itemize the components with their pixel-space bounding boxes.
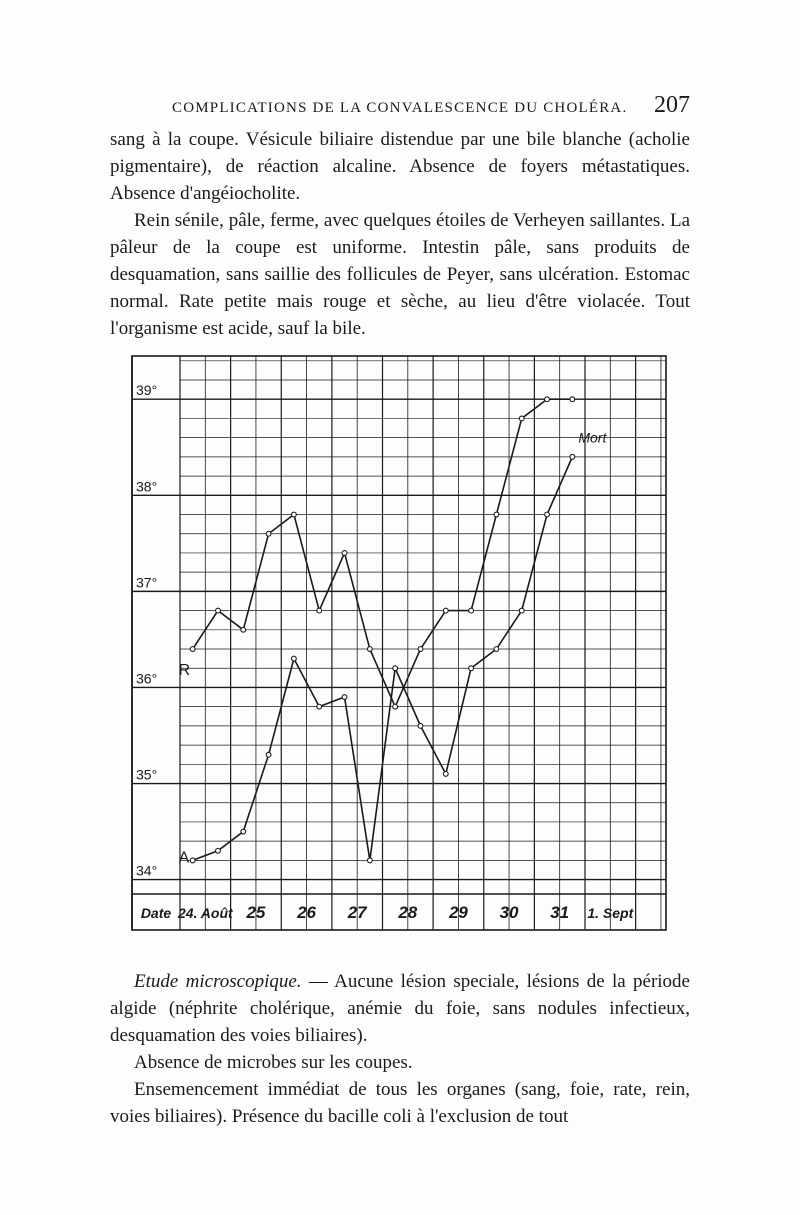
data-point (418, 647, 423, 652)
temperature-chart (0, 340, 800, 980)
data-point (241, 829, 246, 834)
data-point (292, 656, 297, 661)
bottom-text (110, 968, 690, 1130)
data-point (393, 666, 398, 671)
data-point (519, 608, 524, 613)
data-point (469, 608, 474, 613)
data-point (216, 848, 221, 853)
x-tick-label: 25 (246, 903, 266, 922)
y-tick-label: 35° (136, 766, 158, 783)
y-tick-label: 34° (136, 862, 158, 879)
running-head: COMPLICATIONS DE LA CONVALESCENCE DU CHOLÉRA. (172, 100, 628, 116)
x-tick-label: 31 (550, 903, 570, 922)
data-point (545, 512, 550, 517)
data-point (266, 531, 271, 536)
data-point (216, 608, 221, 613)
x-tick-label: 27 (347, 903, 367, 922)
x-axis-label: Date (140, 905, 172, 921)
paragraph-micro (110, 968, 690, 1049)
y-tick-label: 38° (136, 478, 158, 495)
data-point (266, 752, 271, 757)
data-point (545, 397, 550, 402)
y-tick-label: 37° (136, 574, 158, 591)
series-name-label: A (178, 849, 190, 867)
paragraph-ensemencement: Ensemencement immédiat de tous les organes (sang, foie, rate, rein, voies biliaires). Présence du bacille coli à l'exclusion de tout (110, 1079, 690, 1127)
x-tick-label: 1. Sept (587, 905, 634, 921)
data-point (393, 704, 398, 709)
x-tick-label: 29 (448, 903, 468, 922)
data-point (418, 723, 423, 728)
data-point (317, 608, 322, 613)
data-point (190, 647, 195, 652)
data-point (241, 627, 246, 632)
page-number: 207 (654, 92, 690, 118)
x-tick-label: 24. Août (177, 905, 233, 921)
paragraph-continuation: sang à la coupe. Vésicule biliaire distendue par une bile blanche (acholie pigmentaire), de réaction alcaline. Absence de foyers métastatiques. Absence d'angéiocholite. (110, 129, 690, 204)
page-header (110, 92, 690, 122)
mort-label: Mort (578, 429, 607, 446)
top-text (110, 126, 690, 342)
data-point (469, 666, 474, 671)
data-point (494, 512, 499, 517)
y-tick-label: 36° (136, 670, 158, 687)
data-point (367, 647, 372, 652)
data-point (342, 551, 347, 556)
paragraph-absence: Absence de microbes sur les coupes. (134, 1052, 413, 1073)
data-point (443, 772, 448, 777)
x-tick-label: 26 (297, 903, 317, 922)
data-point (292, 512, 297, 517)
data-point (494, 647, 499, 652)
data-point (317, 704, 322, 709)
x-tick-label: 30 (499, 903, 519, 922)
data-point (342, 695, 347, 700)
data-point (570, 454, 575, 459)
data-point (519, 416, 524, 421)
data-point (570, 397, 575, 402)
y-tick-label: 39° (136, 382, 158, 399)
micro-title: Etude microscopique. (134, 971, 302, 992)
micro-text: — Aucune lésion speciale, lésions de la période algide (néphrite cholérique, anémie du foie, sans nodules infectieux, desquamation des voies biliaires). (110, 971, 690, 1046)
data-point (367, 858, 372, 863)
data-point (443, 608, 448, 613)
x-tick-label: 28 (398, 903, 418, 922)
paragraph-rein: Rein sénile, pâle, ferme, avec quelques étoiles de Verheyen saillantes. La pâleur de la coupe est uniforme. Intestin pâle, sans produits de desquamation, sans saillie des follicules de Peyer, sans ulcération. Estomac normal. Rate petite mais rouge et sèche, au lieu d'être violacée. Tout l'organisme est acide, sauf la bile. (110, 210, 690, 339)
series-name-label: R (178, 662, 191, 680)
data-point (190, 858, 195, 863)
